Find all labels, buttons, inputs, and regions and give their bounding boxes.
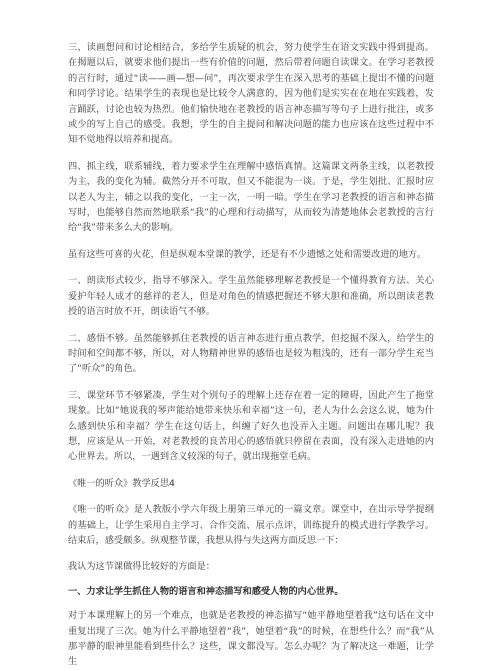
document-page — [68, 40, 434, 668]
section-title: 《唯一的听众》教学反思4 — [68, 477, 175, 489]
paragraph-strengths-heading: 我认为这节课做得比较好的方面是： — [68, 561, 215, 573]
paragraph-difficulty: 对于本课理解上的另一个难点，也就是老教授的神态描写“她平静地望着我”这句话在文中重复出现了三次。她为什么平静地望着“我”，她望着“我”的时候，在想些什么？而“我”从那平静的眼神里能看到些什么？这些，课文都没写。怎么办呢？为了解决这一难题，让学生 — [68, 610, 434, 668]
paragraph-shortcoming-two: 二、感悟不够。虽然能够抓住老教授的语言神态进行重点教学，但挖掘不深入，给学生的时间和空间都不够，所以，对人物精神世界的感悟也是较为粗浅的，还有一部分学生充当了“听众”的角色。 — [68, 332, 434, 375]
paragraph-intro: 《唯一的听众》是人教版小学六年级上册第三单元的一篇文章。课堂中，在出示导学提纲的基础上，让学生采用自主学习、合作交流、展示点评，训练提升的模式进行学教学习。结束后，感受颇多。纵观整节课，我想从得与失这两方面反思一下： — [68, 504, 434, 546]
paragraph-shortcoming-three: 三、课堂环节不够紧凑，学生对个别句子的理解上还存在着一定的障碍，因此产生了拖堂现象。比如“她说我的琴声能给她带来快乐和幸福”这一句，老人为什么会这么说，她为什么感到快乐和幸福？学生在这句话上，纠缠了好久也没弄入主题。问题出在哪儿呢？我想，应该是从一开始，对老教授的良苦用心的感悟就只停留在表面，没有深入走进她的内心世界去。所以，一遇到含义较深的句子，就出现拖堂毛病。 — [68, 389, 434, 463]
paragraph-transition: 虽有这些可喜的火花，但是纵观本堂课的教学，还是有不少遗憾之处和需要改进的地方。 — [68, 248, 427, 260]
paragraph-shortcoming-one: 一、朗读形式较少，指导不够深入。学生虽然能够理解老教授是一个懂得教育方法、关心爱护年轻人成才的慈祥的老人，但是对角色的情感把握还不够大胆和准确，所以朗读老教授的语言时放不开，朗读语气不够。 — [68, 275, 434, 318]
paragraph-method-four: 四、抓主线，联系辅线，着力要求学生在理解中感悟真情。这篇课文两条主线，以老教授为主，我的变化为辅。截然分开不可取，但又不能混为一谈。于是，学生划批、汇报时应以老人为主，辅之以我的变化，一主一次，一明一暗。学生在学习老教授的语言和神态描写时，也能够自然而然地联系“我”的心理和行动描写，从而较为清楚地体会老教授的言行给“我”带来多么大的影响。 — [68, 160, 434, 234]
paragraph-method-three: 三、读画想问和讨论相结合，多给学生质疑的机会，努力使学生在语文实践中得到提高。在揭题以后，就要求他们提出一些有价值的问题，然后带着问题自读课文。在学习老教授的言行时，通过“读——画—想—问”，再次要求学生在深入思考的基础上提出不懂的问题和同学讨论。结果学生的表现也是比较令人满意的，因为他们是实实在在地在实践着，发言踊跃，讨论也较为热烈。他们愉快地在老教授的语言神态描写等句子上进行批注，或多或少的写上自己的感受。我想，学生的自主提问和解决问题的能力也应该在这些过程中不知不觉地得以培养和提高。 — [68, 42, 434, 146]
paragraph-strength-one: 一、力求让学生抓住人物的语言和神态描写和感受人物的内心世界。 — [68, 585, 344, 597]
